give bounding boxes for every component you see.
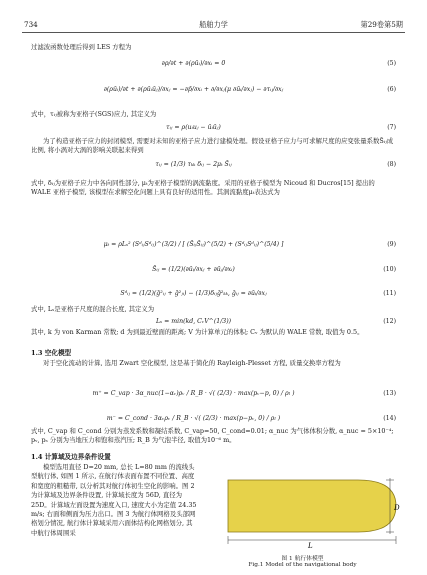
equation-number: (13) <box>383 390 396 397</box>
navigational-body-diagram <box>208 468 400 550</box>
paragraph-les-intro: 过滤波函数处理后得到 LES 方程为 <box>31 43 132 51</box>
equation-body: S̄ᵢⱼ = (1/2)(∂ūᵢ/∂xⱼ + ∂ūⱼ/∂xᵢ) <box>152 266 235 273</box>
equation-body: Sᵈᵢⱼ = (1/2)(ḡ²ᵢⱼ + ḡ²ⱼᵢ) − (1/3)δᵢⱼḡ²ₖₖ, ḡᵢⱼ = ∂ūᵢ/∂xⱼ <box>120 290 267 297</box>
equation-number: (8) <box>387 161 396 168</box>
paragraph-sgs-definition: 式中，τᵢⱼ被称为亚格子(SGS)应力, 其定义为 <box>31 110 157 118</box>
section-heading-domain-boundary: 1.4 计算域及边界条件设置 <box>31 453 111 461</box>
equation-body: Lₛ = min(kd, CᵥV^(1/3)) <box>155 318 232 325</box>
paragraph-wale-constants: 其中, k 为 von Karman 常数; d 为到最近壁面的距离; V 为计算单元的体积; Cᵥ 为默认的 WALE 常数, 取值为 0.5。 <box>31 328 364 336</box>
figure-caption-cn: 图 1 航行体模型 <box>281 556 324 562</box>
paragraph-zwart-model: 对于空化流动的计算, 选用 Zwart 空化模型, 这是基于简化的 Rayleigh-Plesset 方程, 质量交换率方程为 <box>43 359 341 367</box>
equation-body: m⁻ = C_cond · 3αᵥρᵥ / R_B · √( (2/3) · max(p−pᵥ, 0) / ρₗ ) <box>106 415 281 422</box>
navigational-body-shape <box>228 480 396 532</box>
equation-body: μₜ = ρLₛ² (SᵈᵢⱼSᵈᵢⱼ)^(3/2) / [ (S̄ᵢⱼS̄ᵢⱼ)^(5/2) + (SᵈᵢⱼSᵈᵢⱼ)^(5/4) ] <box>103 241 284 248</box>
figure-caption-en: Fig.1 Model of the navigational body <box>248 562 357 568</box>
length-label: L <box>308 542 313 550</box>
equation-number: (12) <box>383 318 396 325</box>
equation-body: τᵢⱼ = ρ(uᵢuⱼ − ūᵢūⱼ) <box>166 124 221 131</box>
equation-number: (11) <box>383 290 396 297</box>
figure-navigational-body <box>208 468 400 550</box>
journal-name: 船舶力学 <box>199 20 228 29</box>
equation-number: (5) <box>387 60 396 67</box>
equation-number: (6) <box>387 86 396 93</box>
paragraph-closure-model: 为了构造亚格子应力的封闭模型, 需要对未知的亚格子应力进行建模处理。假设亚格子应力与可求解尺度的应变张量系数S̄ᵢⱼ成比例, 将小涡对大涡的影响关联起来得到 <box>31 137 394 155</box>
equation-body: ∂(ρūᵢ)/∂t + ∂(ρūᵢūⱼ)/∂xⱼ = −∂p̄/∂xᵢ + ∂/∂xⱼ(μ ∂ūᵢ/∂xⱼ) − ∂τᵢⱼ/∂xⱼ <box>103 86 284 93</box>
equation-number: (14) <box>383 415 396 422</box>
equation-body: ∂ρ/∂t + ∂(ρūᵢ)/∂xᵢ = 0 <box>161 60 226 67</box>
paragraph-domain-setup: 模型选用直径 D=20 mm, 总长 L=80 mm 的流线头型航行体, 如图 1 所示, 在航行体表面布置不同位置、高度和宽度的粗糙带, 以分析其对航行体初生空化的影响。图 2 为计算域及边界条件设置, 计算域长度为 56D, 直径为 25D。计算域左面设置为速度入口, 速度大小为定值 24.35 m/s; 右面和侧面为压力出口。图 3 为航行体网格及头部网格划分情况, 航行体计算域采用六面体结构化网格划分, 其中航行体周围采 <box>31 463 197 537</box>
equation-body: m⁺ = C_vap · 3α_nuc(1−αᵥ)ρᵥ / R_B · √( (2/3) · max(pᵥ−p, 0) / ρₗ ) <box>92 390 295 397</box>
volume-issue: 第29卷第5期 <box>360 20 403 29</box>
section-heading-cavitation-model: 1.3 空化模型 <box>31 349 72 357</box>
equation-number: (10) <box>383 266 396 273</box>
equation-body: τᵢⱼ = (1/3) τₖₖ δᵢⱼ − 2μₜ S̄ᵢⱼ <box>155 161 232 168</box>
paragraph-mixing-length: 式中, Lₛ是亚格子尺度的混合长度, 其定义为 <box>31 305 155 313</box>
diameter-label: D <box>394 504 400 512</box>
paragraph-cavitation-constants: 式中, C_vap 和 C_cond 分别为蒸发系数和凝结系数, C_vap=50, C_cond=0.01; α_nuc 为气体体积分数, α_nuc = 5×10⁻⁴; pᵥ, pₛ 分别为当地压力和饱和蒸汽压; R_B 为气泡半径, 取值为10⁻⁶ m。 <box>31 427 394 445</box>
equation-number: (9) <box>387 241 396 248</box>
equation-number: (7) <box>387 124 396 131</box>
running-header <box>22 20 405 33</box>
page-number: 734 <box>24 20 38 29</box>
paragraph-wale-model: 式中, δᵢⱼ为亚格子应力中各向同性部分, μₜ为亚格子模型的涡流黏度。采用的亚格子模型为 Nicoud 和 Ducros[15] 提出的 WALE 亚格子模型, 该模型在求解空化问题上具有良好的适用性。其涡流黏度μₜ表达式为 <box>31 179 375 197</box>
